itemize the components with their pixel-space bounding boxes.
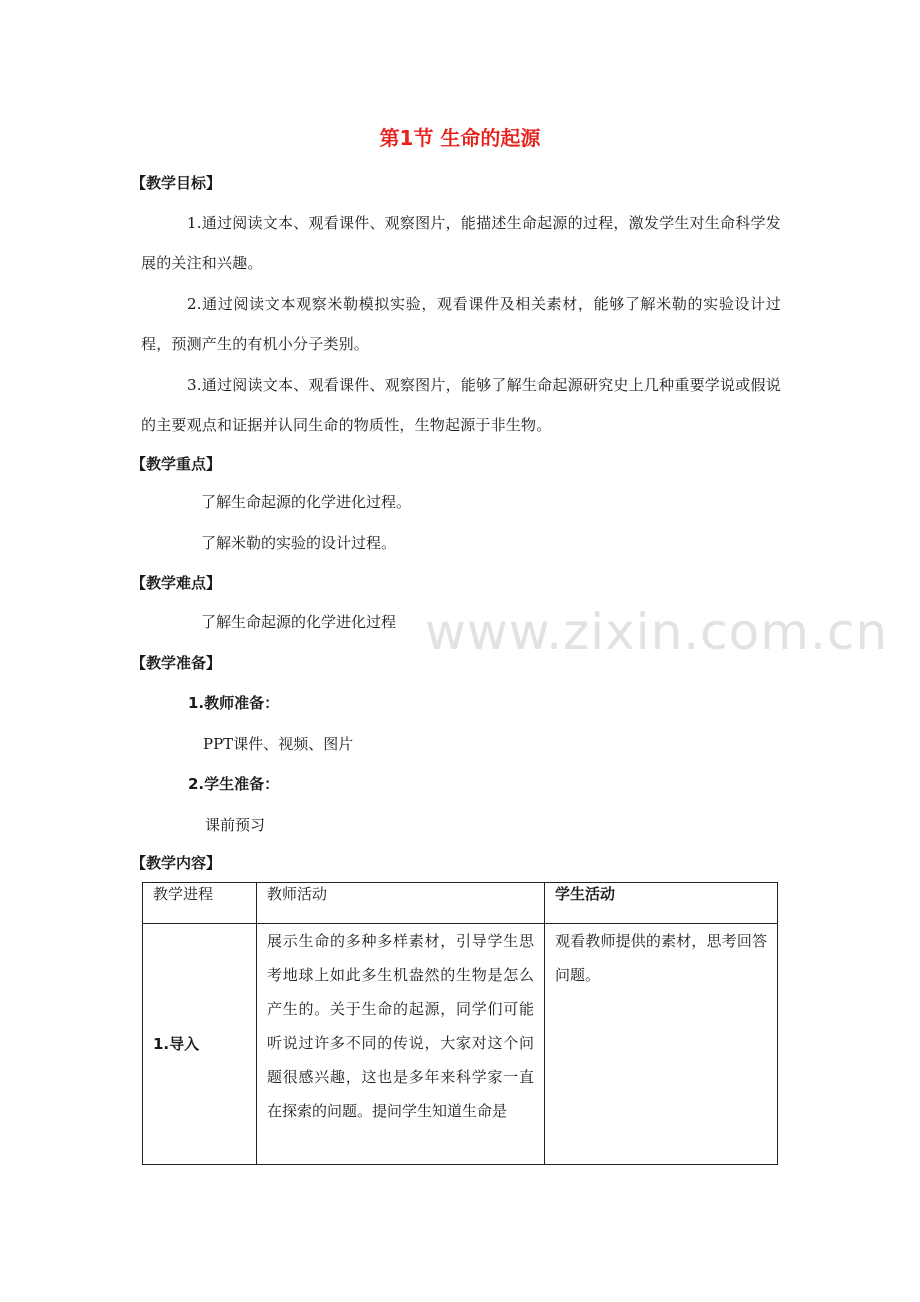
teacher-prep-items: PPT课件、视频、图片: [203, 735, 354, 753]
table-header-row: [143, 883, 778, 924]
difficulty-item-1: 了解生命起源的化学进化过程: [201, 613, 397, 631]
objective-item-3: 3.通过阅读文本、观看课件、观察图片，能够了解生命起源研究史上几种重要学说或假说的主要观点和证据并认同生命的物质性，生物起源于非生物。: [141, 376, 781, 434]
watermark-text: www.zixin.com.cn: [425, 603, 889, 661]
objective-item-2: 2.通过阅读文本观察米勒模拟实验，观看课件及相关素材，能够了解米勒的实验设计过程，预测产生的有机小分子类别。: [141, 295, 781, 353]
page-title: 第1节 生命的起源: [379, 126, 541, 150]
lesson-table: [142, 882, 778, 1165]
objective-item-1: 1.通过阅读文本、观看课件、观察图片，能描述生命起源的过程，激发学生对生命科学发展的关注和兴趣。: [141, 214, 781, 272]
section-heading-objectives: 【教学目标】: [131, 174, 222, 192]
key-point-item-1: 了解生命起源的化学进化过程。: [201, 493, 412, 511]
cell-teacher-activity: [257, 924, 545, 1165]
header-student-activity: 学生活动: [545, 883, 778, 924]
student-prep-label: 2.学生准备：: [188, 775, 280, 793]
student-activity-text: 观看教师提供的素材，思考回答问题。: [555, 932, 767, 984]
teacher-prep-label: 1.教师准备：: [188, 694, 280, 712]
section-heading-key-points: 【教学重点】: [131, 455, 222, 473]
teacher-activity-text: 展示生命的多种多样素材，引导学生思考地球上如此多生机盎然的生物是怎么产生的。关于生命的起源，同学们可能听说过许多不同的传说，大家对这个问题很感兴趣，这也是多年来科学家一直在探索的问题。提问学生知道生命是: [267, 932, 534, 1120]
cell-stage: 1.导入: [143, 924, 257, 1165]
key-point-item-2: 了解米勒的实验的设计过程。: [201, 534, 397, 552]
header-teacher-activity: 教师活动: [257, 883, 545, 924]
table-row: [143, 924, 778, 1165]
section-heading-content: 【教学内容】: [131, 854, 222, 872]
section-heading-difficulties: 【教学难点】: [131, 574, 222, 592]
section-heading-preparation: 【教学准备】: [131, 654, 222, 672]
header-stage: 教学进程: [143, 883, 257, 924]
cell-student-activity: [545, 924, 778, 1165]
student-prep-items: 课前预习: [205, 816, 266, 834]
